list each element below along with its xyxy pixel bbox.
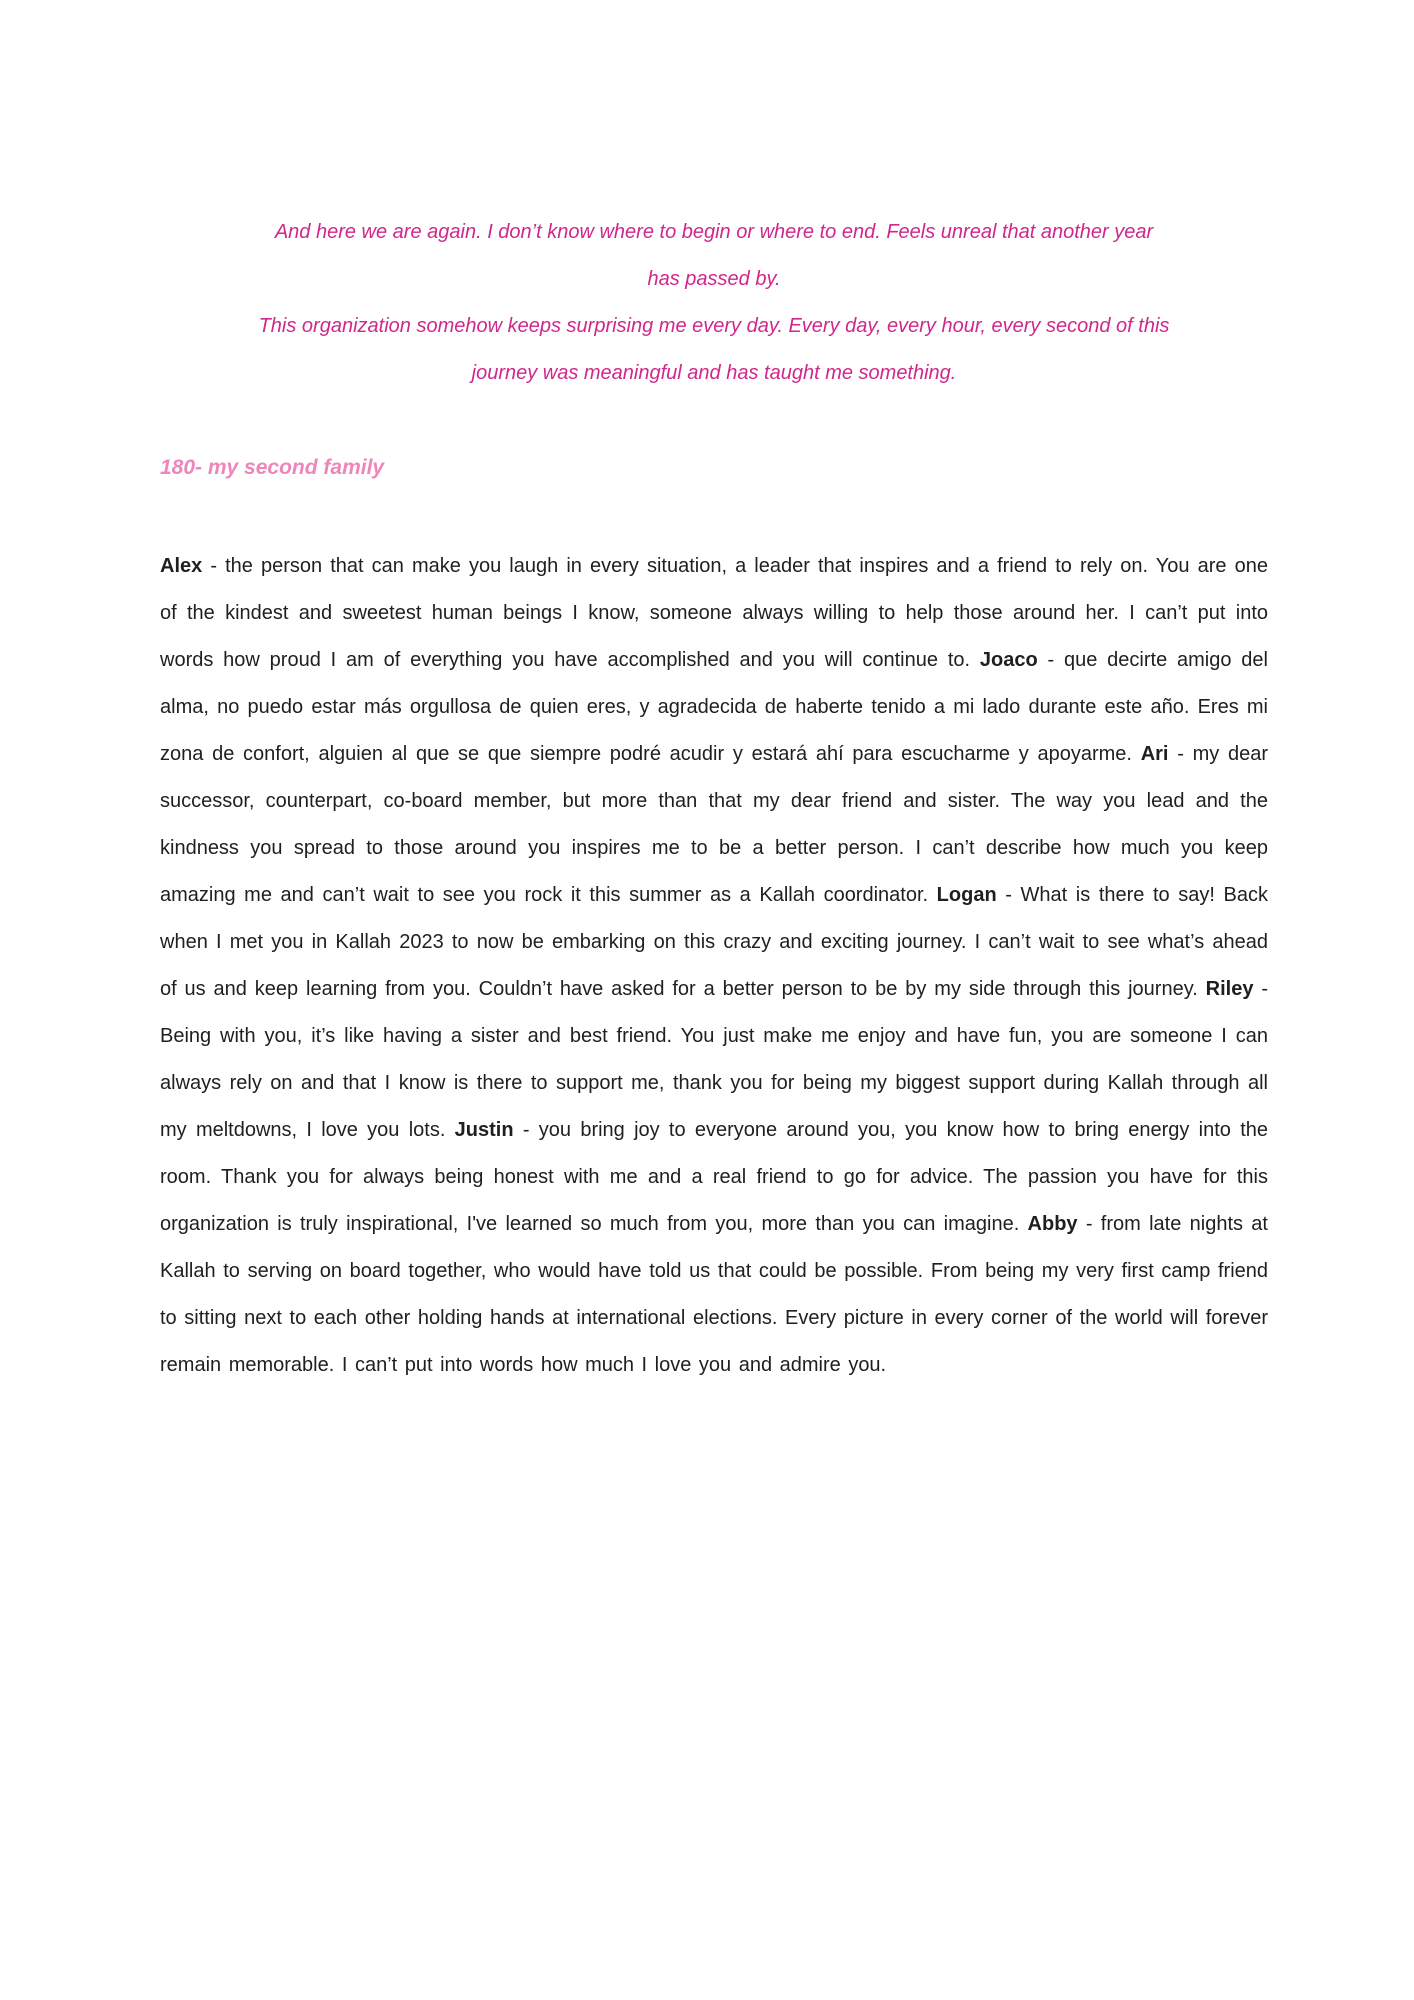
person-name: Justin [454,1119,514,1141]
person-name: Alex [160,555,203,577]
person-name: Ari [1140,743,1169,765]
body-paragraph [160,543,1268,1389]
body-text-segment: - from late nights at Kallah to serving on board together, who would have told us that could be possible. From being my very first camp friend to sitting next to each other holding hands at international elections. Every picture in every corner of the world will forever remain memorable. I can’t put into words how much I love you and admire you. [160,1213,1268,1376]
intro-line: And here we are again. I don’t know where to begin or where to end. Feels unreal that another year [274,221,1154,243]
body-text-segment: - my dear successor, counterpart, co-board member, but more than that my dear friend and sister. The way you lead and the kindness you spread to those around you inspires me to be a better person. I can’t describe how much you keep amazing me and can’t wait to see you rock it this summer as a Kallah coordinator. [160,743,1268,906]
person-name: Riley [1205,978,1254,1000]
body-text-segment: - Being with you, it’s like having a sister and best friend. You just make me enjoy and have fun, you are someone I can always rely on and that I know is there to support me, thank you for being my biggest support during Kallah through all my meltdowns, I love you lots. [160,978,1269,1141]
body-text-segment: - What is there to say! Back when I met you in Kallah 2023 to now be embarking on this crazy and exciting journey. I can’t wait to see what’s ahead of us and keep learning from you. Couldn’t have asked for a better person to be by my side through this journey. [160,884,1268,1000]
body-text-segment: - the person that can make you laugh in every situation, a leader that inspires and a friend to rely on. You are one of the kindest and sweetest human beings I know, someone always willing to help those around her. I can’t put into words how proud I am of everything you have accomplished and you will continue to. [160,555,1268,671]
intro-line: has passed by. [647,268,781,290]
intro-line: journey was meaningful and has taught me something. [471,362,957,384]
person-name: Logan [936,884,997,906]
intro-block [160,209,1268,397]
person-name: Abby [1027,1213,1078,1235]
section-heading: 180- my second family [160,456,385,479]
page-content [160,209,1268,1389]
body-text-segment: - you bring joy to everyone around you, you know how to bring energy into the room. Thank you for always being honest with me and a real friend to go for advice. The passion you have for this organization is truly inspirational, I've learned so much from you, more than you can imagine. [160,1119,1268,1235]
person-name: Joaco [979,649,1038,671]
body-text-segment: - que decirte amigo del alma, no puedo estar más orgullosa de quien eres, y agradecida de haberte tenido a mi lado durante este año. Eres mi zona de confort, alguien al que se que siempre podré acudir y estará ahí para escucharme y apoyarme. [160,649,1268,765]
intro-line: This organization somehow keeps surprising me every day. Every day, every hour, every second of this [258,315,1170,337]
